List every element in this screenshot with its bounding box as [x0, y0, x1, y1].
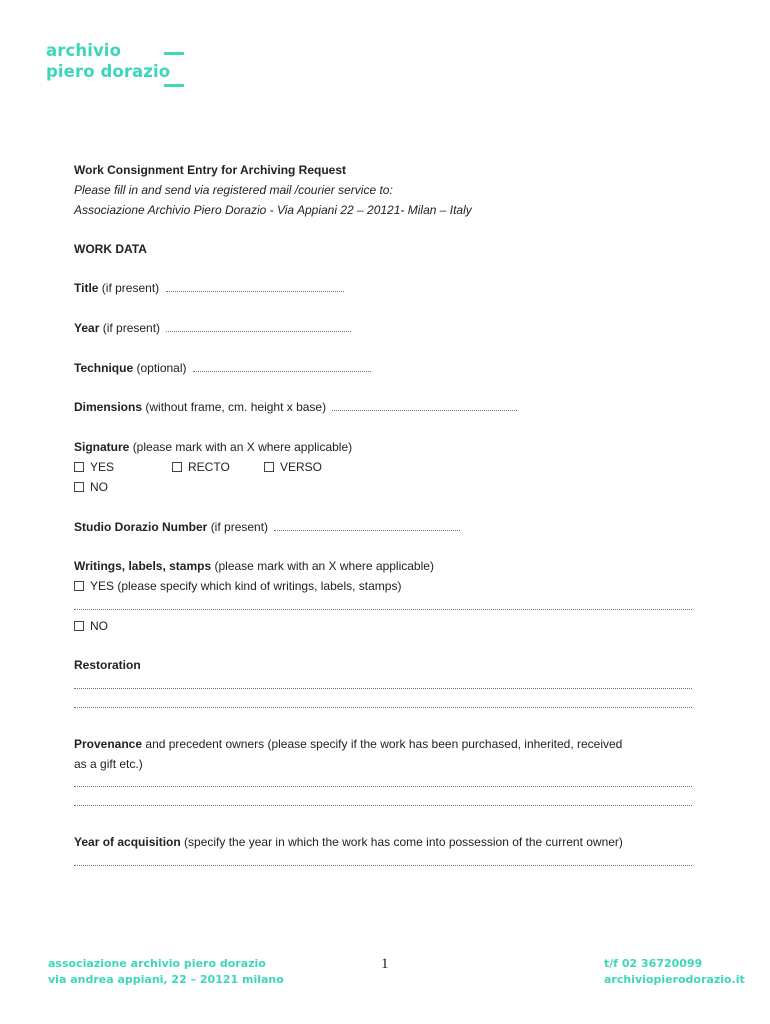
title-field[interactable] — [74, 278, 344, 298]
technique-field[interactable] — [74, 358, 371, 378]
acquisition-note: (specify the year in which the work has come into possession of the current owner) — [184, 835, 623, 849]
form-title: Work Consignment Entry for Archiving Request — [74, 163, 347, 177]
checkbox[interactable] — [74, 621, 84, 631]
acquisition-heading — [74, 832, 623, 852]
checkbox[interactable] — [172, 462, 182, 472]
technique-note: (optional) — [136, 361, 187, 375]
signature-label: Signature — [74, 440, 130, 454]
signature-no-label: NO — [90, 480, 108, 494]
signature-note: (please mark with an X where applicable) — [132, 440, 353, 454]
writings-no-label: NO — [90, 619, 108, 633]
year-label: Year — [74, 321, 100, 335]
writings-no-option[interactable] — [74, 616, 108, 636]
writings-label: Writings, labels, stamps — [74, 559, 212, 573]
page-number: 1 — [381, 956, 389, 972]
section-work-data: WORK DATA — [74, 242, 147, 256]
logo-bar-bottom — [164, 84, 184, 87]
restoration-input-line-2[interactable] — [74, 707, 692, 708]
footer-website[interactable]: archiviopierodorazio.it — [604, 973, 745, 986]
provenance-input-line-2[interactable] — [74, 805, 692, 806]
logo-bar-top — [164, 52, 184, 55]
form-address: Associazione Archivio Piero Dorazio - Via Appiani 22 – 20121- Milan – Italy — [74, 203, 472, 217]
checkbox[interactable] — [74, 482, 84, 492]
technique-input-line[interactable] — [193, 371, 371, 372]
footer-address — [48, 956, 284, 988]
signature-recto-label: RECTO — [188, 460, 230, 474]
technique-label: Technique — [74, 361, 134, 375]
studio-number-field[interactable] — [74, 517, 460, 537]
provenance-note-continued: as a gift etc.) — [74, 757, 143, 771]
logo — [46, 40, 170, 82]
logo-line-1: archivio — [46, 41, 122, 60]
studio-label: Studio Dorazio Number — [74, 520, 208, 534]
signature-verso-label: VERSO — [280, 460, 323, 474]
dimensions-note: (without frame, cm. height x base) — [145, 400, 327, 414]
title-input-line[interactable] — [166, 291, 344, 292]
signature-heading — [74, 437, 352, 457]
writings-yes-option[interactable] — [74, 576, 401, 596]
provenance-heading — [74, 734, 622, 754]
footer-phone: t/f 02 36720099 — [604, 957, 703, 970]
dimensions-field[interactable] — [74, 397, 517, 417]
writings-heading — [74, 556, 434, 576]
writings-input-line[interactable] — [74, 609, 692, 610]
provenance-input-line-1[interactable] — [74, 786, 692, 787]
dimensions-label: Dimensions — [74, 400, 143, 414]
dimensions-input-line[interactable] — [332, 410, 517, 411]
signature-yes-label: YES — [90, 460, 115, 474]
writings-yes-label: YES (please specify which kind of writings, labels, stamps) — [90, 579, 402, 593]
studio-input-line[interactable] — [274, 530, 460, 531]
checkbox[interactable] — [74, 462, 84, 472]
signature-yes-option[interactable] — [74, 457, 114, 477]
restoration-label: Restoration — [74, 658, 141, 672]
footer-org-name: associazione archivio piero dorazio — [48, 957, 266, 970]
year-input-line[interactable] — [166, 331, 351, 332]
form-instruction: Please fill in and send via registered mail /courier service to: — [74, 183, 393, 197]
provenance-label: Provenance — [74, 737, 143, 751]
acquisition-label: Year of acquisition — [74, 835, 181, 849]
provenance-note: and precedent owners (please specify if the work has been purchased, inherited, received — [145, 737, 623, 751]
checkbox[interactable] — [74, 581, 84, 591]
checkbox[interactable] — [264, 462, 274, 472]
signature-no-option[interactable] — [74, 477, 108, 497]
logo-line-2: piero dorazio — [46, 62, 171, 81]
footer-contact — [604, 956, 745, 988]
footer-street: via andrea appiani, 22 – 20121 milano — [48, 973, 284, 986]
acquisition-input-line[interactable] — [74, 865, 692, 866]
restoration-input-line-1[interactable] — [74, 688, 692, 689]
signature-verso-option[interactable] — [264, 457, 322, 477]
title-label: Title — [74, 281, 99, 295]
signature-recto-option[interactable] — [172, 457, 230, 477]
studio-note: (if present) — [210, 520, 269, 534]
year-note: (if present) — [102, 321, 161, 335]
year-field[interactable] — [74, 318, 351, 338]
writings-note: (please mark with an X where applicable) — [214, 559, 434, 573]
title-note: (if present) — [101, 281, 160, 295]
